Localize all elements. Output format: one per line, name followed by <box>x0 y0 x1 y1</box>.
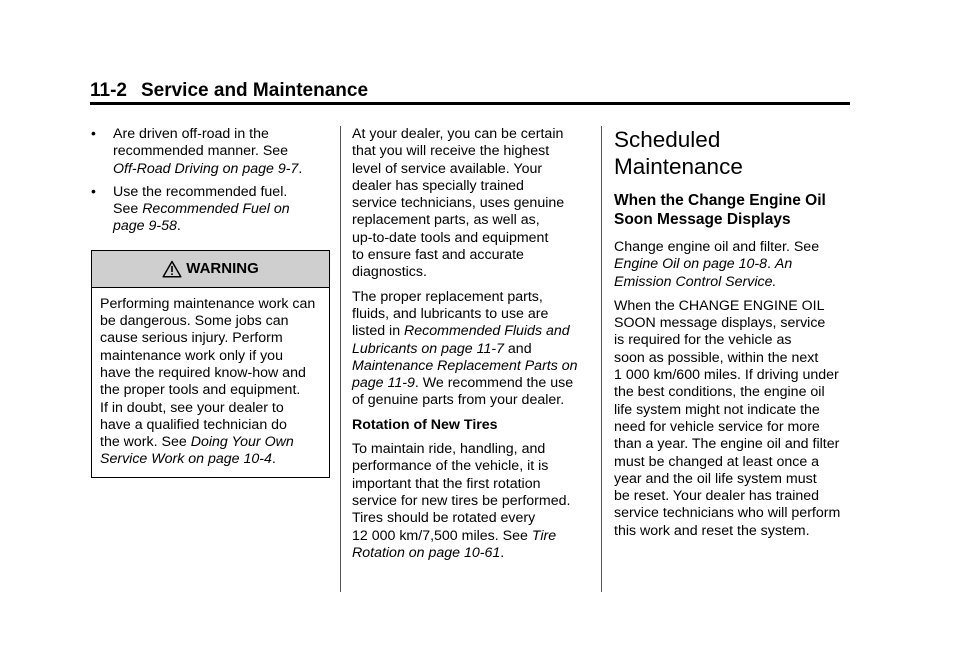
column-divider-1 <box>340 126 341 592</box>
cross-reference: Rotation on page 10-61 <box>352 544 501 561</box>
cross-reference: Off-Road Driving on page 9-7 <box>113 160 299 177</box>
warning-line: cause serious injury. Perform <box>100 330 283 347</box>
page-number: 11-2 <box>90 80 127 101</box>
bullet-line: Use the recommended fuel. <box>113 183 288 200</box>
warning-line: If in doubt, see your dealer to <box>100 399 284 416</box>
paragraph-dealer: At your dealer, you can be certain that you will receive the highest level of service available. Your dealer has specially trained service technicians, uses genuine replacement parts, as well as, up-to-date tools and equipment to ensure fast and accurate diagnostics. <box>352 126 565 281</box>
bullet-item <box>91 184 331 236</box>
section-heading: Scheduled Maintenance <box>614 127 743 179</box>
cross-reference: Lubricants on page 11-7 <box>352 340 504 357</box>
warning-line: be dangerous. Some jobs can <box>100 313 289 330</box>
header-title <box>90 80 850 102</box>
paragraph-oil-message: When the CHANGE ENGINE OIL SOON message displays, service is required for the vehicle as soon as possible, within the next 1 000 km/600 miles. If driving under the best conditions, the engine oil life system might not indicate the need for vehicle service for more than a year. The engine oil and filter must be changed at least once a year and the oil life system must be reset. Your dealer has trained service technicians who will perform this work and reset the system. <box>614 297 841 539</box>
cross-reference: Doing Your Own <box>190 434 294 451</box>
column-3 <box>614 126 854 547</box>
bullet-icon: • <box>91 125 96 141</box>
cross-reference: Maintenance Replacement Parts on <box>352 357 578 374</box>
cross-reference: Tire <box>531 527 557 544</box>
bullet-item <box>91 126 331 178</box>
column-2 <box>352 126 588 569</box>
warning-title: WARNING <box>186 260 259 278</box>
cross-reference: Service Work on page 10-4 <box>100 451 272 468</box>
warning-line: the proper tools and equipment. <box>100 382 301 399</box>
cross-reference: page 11-9 <box>352 375 415 392</box>
warning-line: maintenance work only if you <box>100 347 283 364</box>
warning-line: have a qualified technician do <box>100 416 287 433</box>
warning-body <box>92 288 329 477</box>
bullet-line: Are driven off-road in the <box>113 126 269 142</box>
subsection-heading: When the Change Engine Oil Soon Message Displays <box>614 192 826 228</box>
cross-reference: Emission Control Service. <box>614 273 777 290</box>
warning-box <box>91 250 330 478</box>
cross-reference: Engine Oil on page 10-8 <box>614 256 768 273</box>
warning-header <box>92 251 329 288</box>
cross-reference: Recommended Fuel on <box>142 201 290 218</box>
bullet-line: recommended manner. See <box>113 143 289 160</box>
warning-line: have the required know-how and <box>100 364 306 381</box>
cross-reference: page 9-58 <box>113 218 177 235</box>
cross-reference: Recommended Fluids and <box>404 323 570 340</box>
cross-reference: An <box>774 256 793 273</box>
warning-line: Service Work on page 10-4. <box>100 451 276 468</box>
paragraph-change-oil: Change engine oil and filter. See Engine Oil on page 10-8. An Emission Control Service. <box>614 239 820 290</box>
warning-triangle-icon <box>162 260 182 278</box>
warning-line: Performing maintenance work can <box>100 295 316 312</box>
column-divider-2 <box>601 126 602 592</box>
paragraph-rotation: To maintain ride, handling, and performance of the vehicle, it is important that the first rotation service for new tires be performed. Tires should be rotated every 12 000 km/7,500 miles. See Tire Rotation on page 10-61. <box>352 441 571 561</box>
header-rule <box>90 102 850 105</box>
bullet-line: Off-Road Driving on page 9-7. <box>113 160 303 177</box>
section-title: Service and Maintenance <box>140 80 369 101</box>
bullet-line: page 9-58. <box>113 218 181 235</box>
column-1 <box>91 126 331 478</box>
bullet-icon: • <box>91 182 96 199</box>
paragraph-parts: The proper replacement parts, fluids, and lubricants to use are listed in Recommended Fluids and Lubricants on page 11-7 and Maintenance Replacement Parts on page 11-9. We recommend the use of genuine parts from your dealer. <box>352 288 578 409</box>
warning-line: the work. See Doing Your Own <box>100 434 294 451</box>
subheading-rotation: Rotation of New Tires <box>352 416 498 433</box>
bullet-line: See Recommended Fuel on <box>113 201 290 218</box>
